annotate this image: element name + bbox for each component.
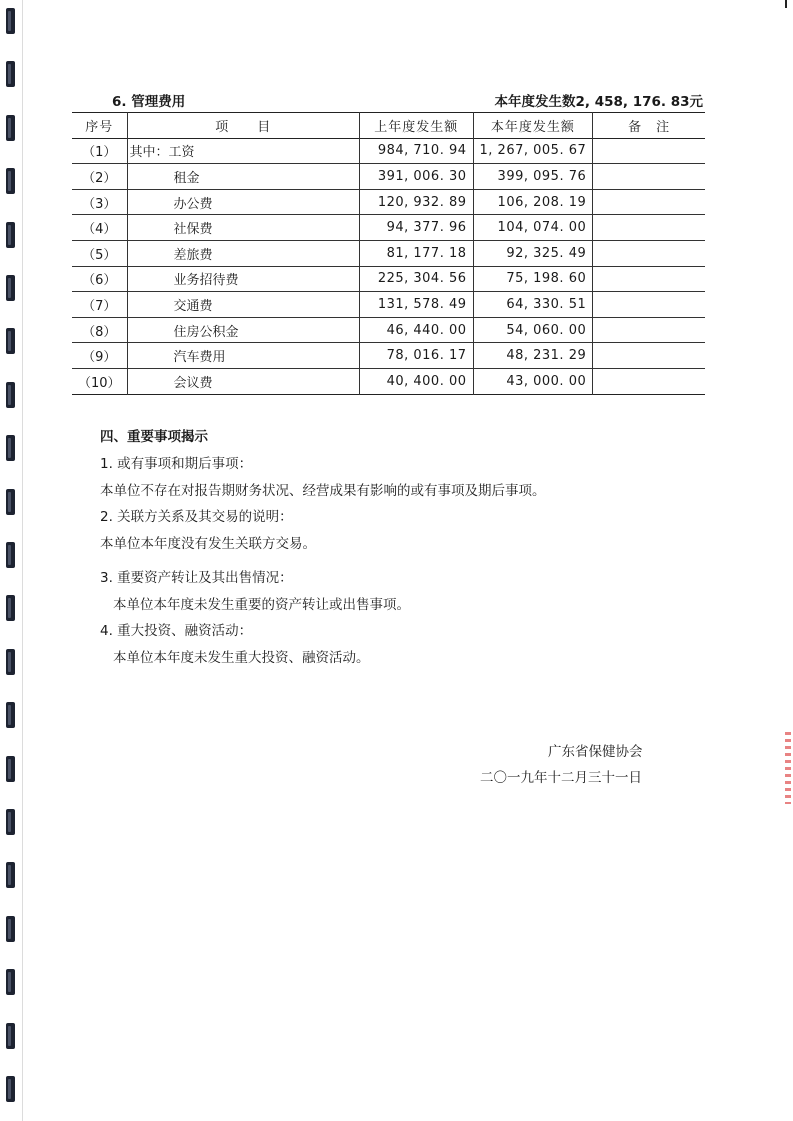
header-prev-year: 上年度发生额 — [360, 113, 473, 139]
row-no: （3） — [72, 189, 127, 215]
table-row — [72, 164, 705, 190]
signature-organization: 广东省保健协会 — [548, 744, 643, 760]
section-total: 本年度发生数2, 458, 176. 83元 — [494, 94, 703, 110]
binding-hole — [6, 756, 15, 782]
row-current-amount: 54, 060. 00 — [473, 317, 593, 343]
row-item: 其中：工资 — [127, 138, 360, 164]
row-no: （10） — [72, 368, 127, 394]
section-header — [72, 90, 705, 110]
binding-hole — [6, 969, 15, 995]
row-no: （5） — [72, 240, 127, 266]
row-prev-amount: 984, 710. 94 — [360, 138, 473, 164]
row-item: 会议费 — [127, 368, 360, 394]
row-current-amount: 48, 231. 29 — [473, 343, 593, 369]
binding-hole — [6, 809, 15, 835]
row-note — [593, 215, 705, 241]
row-no: （2） — [72, 164, 127, 190]
admin-expense-table — [72, 112, 705, 395]
row-item: 差旅费 — [127, 240, 360, 266]
row-item: 租金 — [127, 164, 360, 190]
disclosures-heading: 四、重要事项揭示 — [100, 429, 208, 445]
binding-strip — [0, 0, 32, 1121]
item3-text: 本单位本年度未发生重要的资产转让或出售事项。 — [113, 597, 410, 613]
header-current-year: 本年度发生额 — [473, 113, 593, 139]
row-item: 汽车费用 — [127, 343, 360, 369]
header-note: 备 注 — [593, 113, 705, 139]
row-prev-amount: 391, 006. 30 — [360, 164, 473, 190]
row-current-amount: 399, 095. 76 — [473, 164, 593, 190]
row-no: （4） — [72, 215, 127, 241]
row-no: （8） — [72, 317, 127, 343]
row-note — [593, 317, 705, 343]
row-note — [593, 138, 705, 164]
binding-hole — [6, 435, 15, 461]
row-item: 业务招待费 — [127, 266, 360, 292]
item3-title: 3. 重要资产转让及其出售情况： — [100, 570, 293, 586]
table-row — [72, 189, 705, 215]
item1-text: 本单位不存在对报告期财务状况、经营成果有影响的或有事项及期后事项。 — [100, 483, 546, 499]
row-no: （7） — [72, 292, 127, 318]
header-no: 序号 — [72, 113, 127, 139]
row-prev-amount: 120, 932. 89 — [360, 189, 473, 215]
section-title: 6. 管理费用 — [112, 94, 186, 110]
binding-hole — [6, 916, 15, 942]
row-note — [593, 292, 705, 318]
binding-hole — [6, 1023, 15, 1049]
binding-hole — [6, 275, 15, 301]
row-current-amount: 64, 330. 51 — [473, 292, 593, 318]
item4-title: 4. 重大投资、融资活动： — [100, 623, 253, 639]
corner-mark — [785, 0, 787, 8]
row-prev-amount: 94, 377. 96 — [360, 215, 473, 241]
row-no: （6） — [72, 266, 127, 292]
table-row — [72, 292, 705, 318]
item4-text: 本单位本年度未发生重大投资、融资活动。 — [113, 650, 370, 666]
binding-hole — [6, 1076, 15, 1102]
table-row — [72, 317, 705, 343]
row-note — [593, 343, 705, 369]
item1-title: 1. 或有事项和期后事项： — [100, 456, 253, 472]
row-current-amount: 1, 267, 005. 67 — [473, 138, 593, 164]
item2-title: 2. 关联方关系及其交易的说明： — [100, 509, 293, 525]
binding-hole — [6, 61, 15, 87]
binding-edge — [22, 0, 23, 1121]
row-no: （9） — [72, 343, 127, 369]
binding-hole — [6, 595, 15, 621]
binding-hole — [6, 168, 15, 194]
binding-hole — [6, 382, 15, 408]
table-row — [72, 343, 705, 369]
row-note — [593, 164, 705, 190]
row-note — [593, 189, 705, 215]
binding-hole — [6, 862, 15, 888]
table-row — [72, 240, 705, 266]
row-note — [593, 240, 705, 266]
binding-hole — [6, 115, 15, 141]
binding-hole — [6, 328, 15, 354]
table-row — [72, 266, 705, 292]
item2-text: 本单位本年度没有发生关联方交易。 — [100, 536, 316, 552]
table-row — [72, 138, 705, 164]
binding-hole — [6, 8, 15, 34]
table-header-row — [72, 113, 705, 139]
binding-hole — [6, 489, 15, 515]
row-item: 住房公积金 — [127, 317, 360, 343]
row-item: 社保费 — [127, 215, 360, 241]
signature-date: 二〇一九年十二月三十一日 — [480, 770, 642, 786]
row-item: 交通费 — [127, 292, 360, 318]
row-prev-amount: 40, 400. 00 — [360, 368, 473, 394]
header-item: 项 目 — [127, 113, 360, 139]
table-row — [72, 368, 705, 394]
binding-hole — [6, 649, 15, 675]
row-current-amount: 43, 000. 00 — [473, 368, 593, 394]
binding-hole — [6, 222, 15, 248]
row-current-amount: 106, 208. 19 — [473, 189, 593, 215]
binding-hole — [6, 542, 15, 568]
binding-hole — [6, 702, 15, 728]
row-current-amount: 75, 198. 60 — [473, 266, 593, 292]
table-row — [72, 215, 705, 241]
row-prev-amount: 81, 177. 18 — [360, 240, 473, 266]
row-prev-amount: 131, 578. 49 — [360, 292, 473, 318]
row-item: 办公费 — [127, 189, 360, 215]
row-prev-amount: 46, 440. 00 — [360, 317, 473, 343]
row-current-amount: 92, 325. 49 — [473, 240, 593, 266]
row-note — [593, 266, 705, 292]
seal-edge-mark — [785, 732, 791, 804]
row-note — [593, 368, 705, 394]
row-prev-amount: 78, 016. 17 — [360, 343, 473, 369]
row-prev-amount: 225, 304. 56 — [360, 266, 473, 292]
row-current-amount: 104, 074. 00 — [473, 215, 593, 241]
row-no: （1） — [72, 138, 127, 164]
